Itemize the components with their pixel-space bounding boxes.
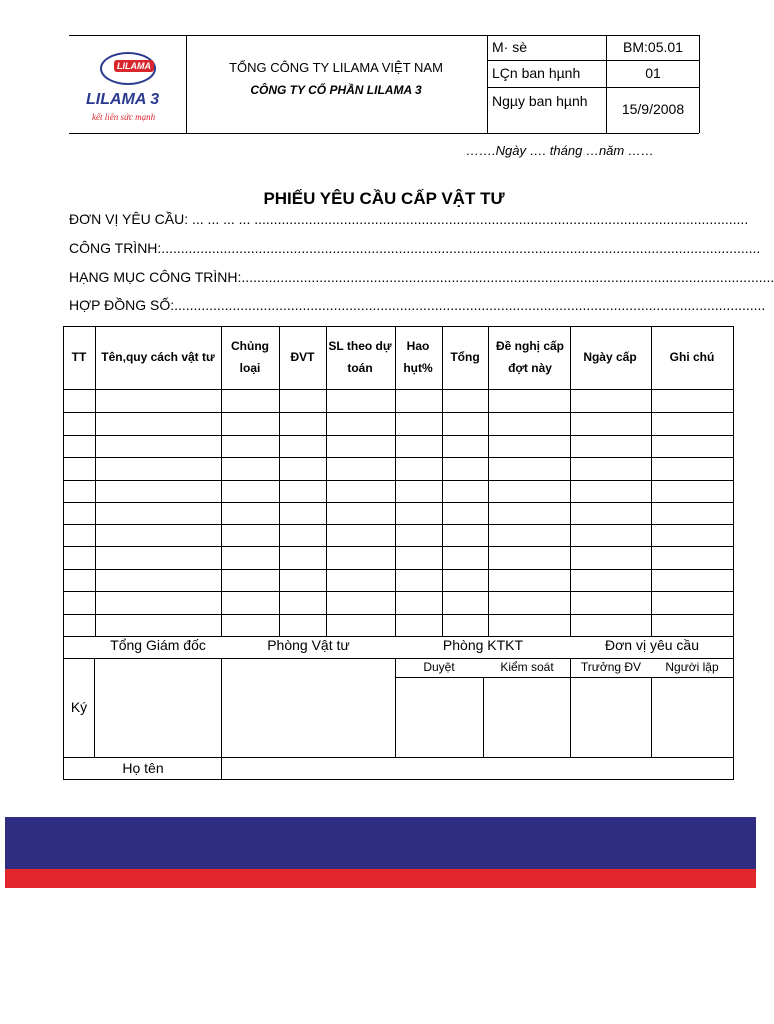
table-gridline	[95, 326, 96, 636]
table-gridline	[395, 326, 396, 636]
table-gridline	[63, 658, 734, 659]
logo-badge: LILAMA	[114, 60, 154, 72]
table-gridline	[221, 326, 222, 636]
col-loss: Hao hụt%	[403, 339, 433, 375]
company-parent: TỔNG CÔNG TY LILAMA VIỆT NAM	[229, 60, 443, 75]
table-gridline	[63, 502, 734, 503]
field-contract: HỢP ĐỒNG SỐ:........................................................................................................................................................	[69, 297, 766, 313]
table-gridline	[483, 677, 484, 757]
sig-supply: Phòng Vật tư	[267, 637, 350, 653]
sig-creator: Người lập	[665, 660, 719, 674]
sig-sign-label: Ký	[70, 699, 88, 715]
meta-code-label: M· sè	[492, 39, 527, 55]
table-gridline	[63, 389, 734, 390]
table-gridline	[63, 757, 734, 758]
col-name: Tên,quy cách vật tư	[101, 350, 215, 364]
table-gridline	[63, 546, 734, 547]
table-gridline	[63, 779, 734, 780]
footer-address-bar	[5, 817, 756, 869]
meta-issue-label: LÇn ban hµnh	[492, 65, 581, 81]
table-gridline	[63, 480, 734, 481]
sig-ceo: Tổng Giám đốc	[110, 637, 206, 653]
col-request: Đề nghị cấp đợt này	[495, 339, 564, 375]
table-gridline	[488, 326, 489, 636]
table-gridline	[63, 412, 734, 413]
table-gridline	[326, 326, 327, 636]
sig-head: Trưởng ĐV	[580, 660, 642, 674]
table-gridline	[63, 591, 734, 592]
sig-ktkt: Phòng KTKT	[442, 637, 524, 653]
col-date: Ngày cấp	[583, 350, 637, 364]
table-gridline	[63, 457, 734, 458]
table-gridline	[733, 326, 734, 636]
sig-requester: Đơn vị yêu cầu	[604, 637, 699, 653]
table-gridline	[733, 636, 734, 779]
table-gridline	[63, 435, 734, 436]
col-total: Tổng	[450, 350, 480, 364]
col-tt: TT	[71, 350, 87, 364]
field-item: HẠNG MỤC CÔNG TRÌNH:.........................................................................................................................................	[69, 269, 774, 285]
table-gridline	[63, 569, 734, 570]
form-title: PHIẾU YÊU CẦU CẤP VẬT TƯ	[263, 189, 505, 208]
table-gridline	[63, 524, 734, 525]
col-note: Ghi chú	[669, 350, 715, 364]
col-unit: ĐVT	[290, 350, 315, 364]
company-name: CÔNG TY CỔ PHẦN LILAMA 3	[250, 83, 422, 97]
sig-fullname-label: Họ tên	[122, 760, 164, 776]
meta-date-label: Ngµy ban hµnh	[492, 93, 588, 109]
col-type: Chủng loại	[231, 339, 269, 375]
table-gridline	[651, 677, 652, 757]
logo-slogan: kết liên sức mạnh	[92, 112, 156, 122]
field-project: CÔNG TRÌNH:..........................................................................................................................................................	[69, 240, 761, 256]
col-estimate: SL theo dự toán	[328, 339, 392, 375]
date-line: …….Ngày …. tháng …năm ……	[466, 143, 654, 158]
table-gridline	[395, 677, 734, 678]
table-gridline	[63, 614, 734, 615]
meta-code-value: BM:05.01	[623, 39, 683, 55]
logo-name: LILAMA 3	[86, 91, 160, 108]
meta-issue-value: 01	[645, 65, 661, 81]
table-gridline	[94, 658, 95, 757]
sig-approve: Duyệt	[423, 660, 455, 674]
meta-date-value: 15/9/2008	[621, 101, 685, 117]
field-unit: ĐƠN VỊ YÊU CẦU: ... ... ... ... ...............................................................................................................................	[69, 211, 749, 227]
sig-control: Kiểm soát	[500, 660, 554, 674]
footer-contact-bar	[5, 869, 756, 888]
